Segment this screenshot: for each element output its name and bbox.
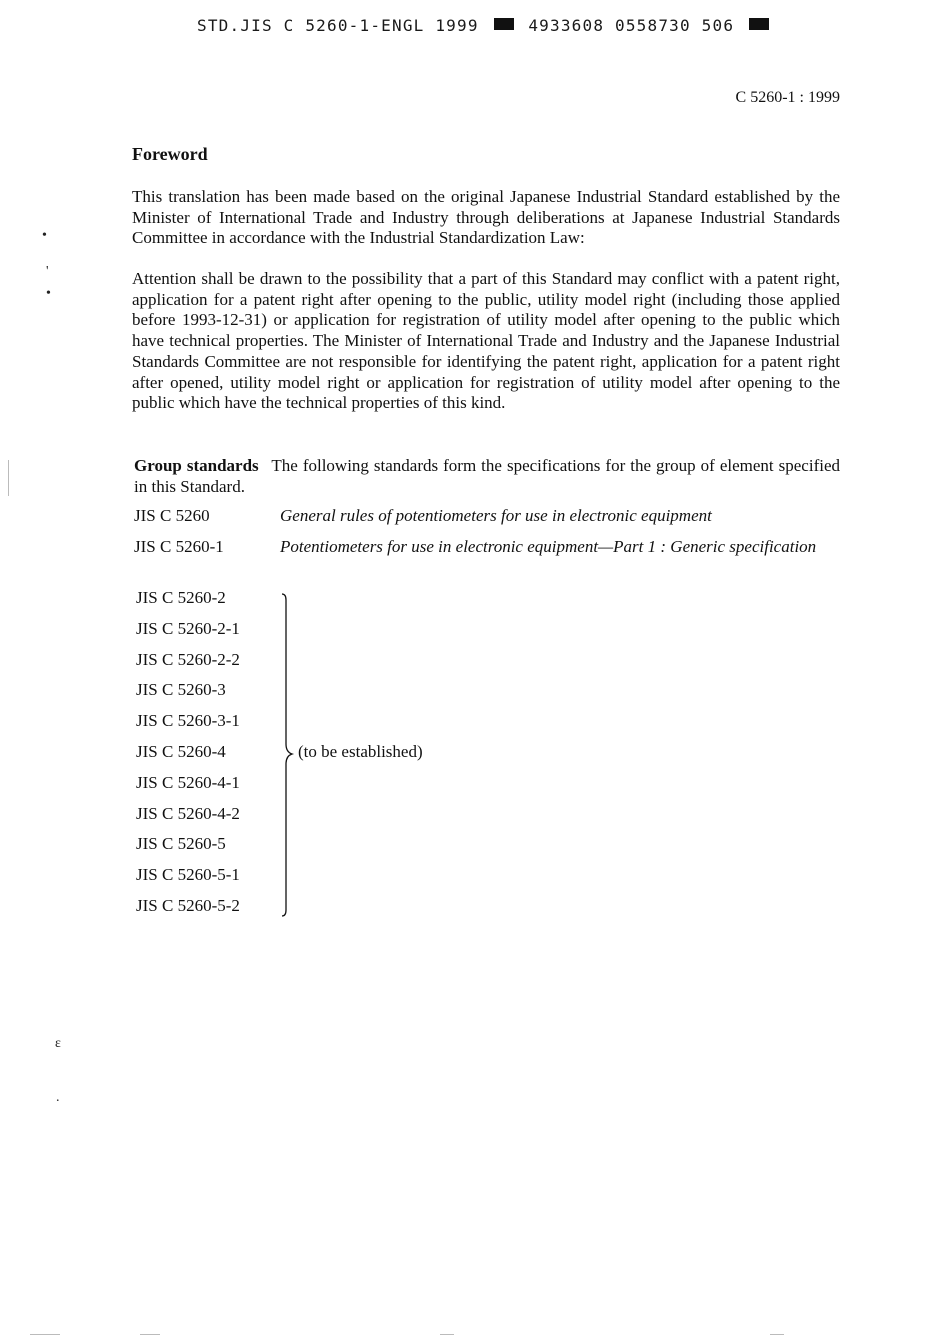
pending-standard: JIS C 5260-2-2	[136, 649, 240, 669]
pending-standard: JIS C 5260-5-2	[136, 895, 240, 915]
pending-standard: JIS C 5260-3	[136, 680, 226, 700]
pending-standard: JIS C 5260-4-1	[136, 772, 240, 792]
pending-standards-list	[136, 588, 240, 927]
to-be-established-note: (to be established)	[298, 742, 423, 761]
scan-edge-line	[30, 1334, 60, 1335]
scan-edge-line	[770, 1334, 784, 1335]
scan-speck: '	[46, 264, 49, 279]
scan-edge-line	[140, 1334, 160, 1335]
group-standards-paragraph	[134, 456, 840, 497]
pending-standard: JIS C 5260-4	[136, 741, 226, 761]
scan-edge-line	[440, 1334, 454, 1335]
scan-speck: .	[56, 1090, 60, 1105]
standard-code: JIS C 5260-1	[134, 537, 224, 556]
pending-standard: JIS C 5260-4-2	[136, 803, 240, 823]
pending-standard: JIS C 5260-3-1	[136, 711, 240, 731]
pending-standard: JIS C 5260-5	[136, 834, 226, 854]
header-code-number: 4933608 0558730 506	[528, 16, 735, 35]
group-standards-heading: Group standards	[134, 456, 259, 475]
standard-title: General rules of potentiometers for use in electronic equipment	[280, 506, 712, 525]
standard-code: JIS C 5260	[134, 506, 210, 525]
foreword-paragraph-2: Attention shall be drawn to the possibility that a part of this Standard may conflict with a patent right, application for a patent right after opening to the public, utility model right (including those applied before 1993-12-31) or application for registration of utility model after opening to the public which have technical properties. The Minister of International Trade and Industry and the Japanese Industrial Standards Committee are not responsible for identifying the patent right, application for a patent right after opened, utility model right or application for registration of utility model after opening to the public which have the technical properties of this kind.	[132, 269, 840, 413]
pending-standard: JIS C 5260-5-1	[136, 865, 240, 885]
header-code-text: STD.JIS C 5260-1-ENGL 1999	[197, 16, 479, 35]
standard-title: Potentiometers for use in electronic equipment—Part 1 : Generic specification	[280, 537, 817, 556]
group-standards-intro: The following standards form the specifications for the group of element specified in this Standard.	[134, 456, 840, 496]
scan-speck: •	[42, 228, 47, 243]
scan-speck: ɛ	[55, 1036, 61, 1051]
document-number: C 5260-1 : 1999	[735, 89, 840, 106]
scan-edge-line	[8, 460, 9, 496]
right-brace	[280, 592, 296, 918]
redaction-bar	[749, 18, 769, 30]
foreword-paragraph-1: This translation has been made based on the original Japanese Industrial Standard established by the Minister of International Trade and Industry through deliberations at Japanese Industrial Standards Committee in accordance with the Industrial Standardization Law:	[132, 187, 840, 248]
redaction-bar	[494, 18, 514, 30]
pending-standard: JIS C 5260-2-1	[136, 618, 240, 638]
scan-speck: •	[46, 286, 51, 301]
scan-header-code	[197, 16, 773, 35]
foreword-heading: Foreword	[132, 144, 208, 164]
pending-standard: JIS C 5260-2	[136, 588, 226, 607]
